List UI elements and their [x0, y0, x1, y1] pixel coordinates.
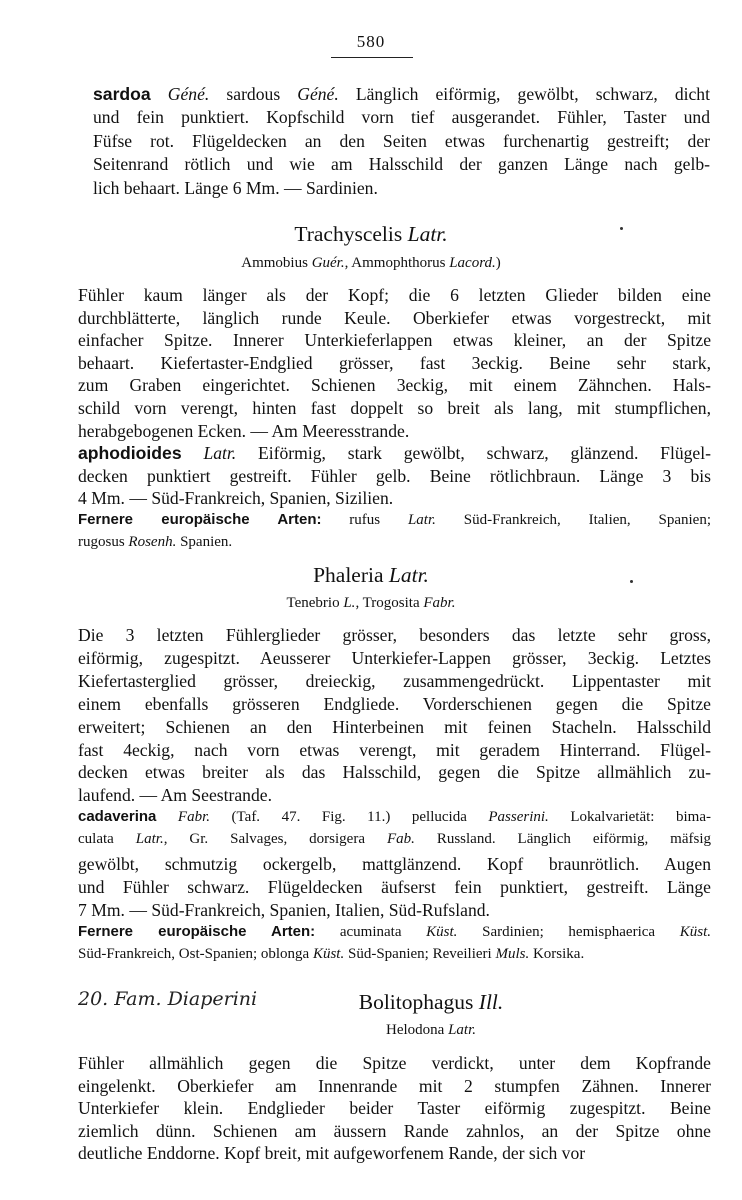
- genus-synonyms-bolitophagus: [120, 1022, 742, 1039]
- text-line: [78, 375, 711, 396]
- text-run: Eiförmig, stark gewölbt, schwarz, glänzend. Flügel-: [236, 443, 711, 464]
- text-line: [78, 1076, 711, 1097]
- text-run: eingelenkt. Oberkiefer am Innenrande mit 2 stumpfen Zähnen. Innerer: [78, 1075, 711, 1096]
- author-citation: Géné.: [297, 84, 339, 104]
- text-run: Süd-Frankreich, Italien, Spanien;: [435, 512, 711, 528]
- speck: [630, 580, 633, 583]
- text-run: Fühler allmählich gegen die Spitze verdickt, unter dem Kopfrande: [78, 1053, 711, 1073]
- text-run: lich behaart. Länge 6 Mm. — Sardinien.: [93, 177, 378, 198]
- text-run: Süd-Spanien; Reveilieri: [344, 945, 496, 962]
- text-line: [78, 740, 711, 761]
- author-citation: Küst.: [426, 923, 458, 940]
- text-run: (Taf. 47. Fig. 11.) pellucida: [210, 809, 489, 826]
- page-number: 580: [356, 32, 386, 51]
- text-line: [93, 178, 710, 199]
- text-run: laufend. — Am Seestrande.: [78, 785, 272, 806]
- text-line: [78, 511, 711, 529]
- text-line: [78, 671, 711, 692]
- text-run: Süd-Frankreich, Ost-Spanien; oblonga: [78, 945, 313, 962]
- genus-synonyms-phaleria: [0, 595, 742, 612]
- author-citation: Latr.: [135, 831, 164, 848]
- author-citation: Fab.: [386, 831, 415, 848]
- text-run: Fühler kaum länger als der Kopf; die 6 letzten Glieder bilden eine: [78, 285, 711, 305]
- text-line: [78, 421, 711, 442]
- genus-heading-bolitophagus: [120, 990, 742, 1015]
- text-run: ): [495, 255, 501, 271]
- text-run: rufus: [321, 512, 408, 528]
- species-name: sardoa: [93, 84, 151, 104]
- text-line: [78, 946, 711, 963]
- text-run: gewölbt, schmutzig ockergelb, mattglänzend. Kopf braunrötlich. Augen: [78, 854, 711, 874]
- text-line: [93, 131, 710, 152]
- text-line: [78, 808, 711, 826]
- text-line: [78, 694, 711, 715]
- text-run: und Fühler schwarz. Flügeldecken äufserst fein punktiert, gestreift. Länge: [78, 876, 711, 897]
- genus-name: Bolitophagus: [358, 990, 479, 1014]
- text-line: [78, 1098, 711, 1119]
- author-citation: Fabr.: [423, 595, 456, 611]
- text-run: Spanien.: [176, 533, 233, 550]
- text-line: [78, 285, 711, 306]
- text-line: [78, 353, 711, 374]
- species-name: Fernere europäische Arten:: [78, 922, 316, 940]
- genus-name: Phaleria: [313, 563, 389, 587]
- author-citation: Guér.: [311, 255, 345, 271]
- text-line: [78, 785, 711, 806]
- genus-author: Latr.: [388, 563, 429, 587]
- page-number-rule: [331, 57, 413, 58]
- species-name: Fernere europäische Arten:: [78, 511, 322, 528]
- text-run: erweitert; Schienen an den Hinterbeinen mit feinen Stacheln. Halsschild: [78, 716, 711, 737]
- text-line: [78, 831, 711, 848]
- author-citation: Géné.: [167, 84, 210, 104]
- author-citation: Muls.: [495, 945, 530, 962]
- text-run: Länglich eiförmig, gewölbt, schwarz, dicht: [338, 84, 710, 104]
- text-run: [182, 443, 204, 463]
- text-run: sardous: [209, 84, 298, 104]
- text-run: fast 4eckig, nach vorn etwas verengt, mit geradem Hinterrand. Flügel-: [78, 739, 711, 760]
- text-line: [93, 154, 710, 175]
- text-line: [78, 488, 711, 509]
- genus-author: Ill.: [478, 990, 504, 1014]
- text-line: [78, 308, 711, 329]
- text-run: , Ammophthorus: [344, 255, 450, 271]
- text-line: [78, 443, 711, 464]
- genus-author: Latr.: [407, 222, 448, 246]
- genus-heading-trachyscelis: [0, 222, 742, 247]
- text-run: Russland. Länglich eiförmig, mäfsig: [414, 831, 712, 848]
- text-run: Die 3 letzten Fühlerglieder grösser, besonders das letzte sehr gross,: [78, 625, 711, 645]
- text-run: ziemlich dünn. Schienen am äussern Rande zahnlos, an der Spitze ohne: [78, 1120, 711, 1141]
- text-run: 4 Mm. — Süd-Frankreich, Spanien, Sizilien.: [78, 488, 394, 509]
- text-line: [78, 923, 711, 941]
- genus-name: Trachyscelis: [294, 222, 408, 246]
- text-run: acuminata: [315, 923, 427, 940]
- text-run: [156, 809, 178, 825]
- text-line: [93, 84, 710, 105]
- text-run: Korsika.: [529, 945, 585, 962]
- species-name: aphodioides: [78, 443, 182, 464]
- text-run: Unterkiefer klein. Endglieder beider Taster eiförmig zugespitzt. Beine: [78, 1098, 711, 1119]
- author-citation: Lacord.: [449, 255, 496, 271]
- text-run: decken punktiert gestreift. Fühler gelb. Beine rötlichbraun. Länge 3 bis: [78, 465, 711, 486]
- author-citation: Küst.: [312, 945, 345, 962]
- author-citation: Latr.: [407, 512, 436, 528]
- text-run: Lokalvarietät: bima-: [548, 809, 711, 826]
- text-run: Seitenrand rötlich und wie am Halsschild der ganzen Länge nach gelb-: [93, 154, 710, 175]
- species-name: cadaverina: [78, 808, 157, 826]
- genus-heading-phaleria: [0, 563, 742, 588]
- text-line: [78, 534, 711, 551]
- text-run: deutliche Enddorne. Kopf breit, mit aufgeworfenem Rande, der sich vor: [78, 1143, 586, 1164]
- text-run: [151, 84, 168, 104]
- text-run: , Gr. Salvages, dorsigera: [163, 831, 387, 848]
- text-run: rugosus: [78, 533, 129, 550]
- text-run: schild vorn verengt, hinten fast doppelt so breit als lang, mit stumpflichen,: [78, 398, 711, 418]
- text-line: [78, 1053, 711, 1074]
- text-line: [78, 625, 711, 646]
- text-run: Füfse rot. Flügeldecken an den Seiten etwas furchenartig gestreift; der: [93, 130, 710, 151]
- text-run: Helodona: [385, 1022, 449, 1038]
- text-run: Kiefertasterglied grösser, dreieckig, zusammengedrückt. Lippentaster mit: [78, 670, 711, 691]
- text-run: einfacher Spitze. Innerer Unterkieferlappen etwas kleiner, an der Spitze: [78, 330, 711, 351]
- genus-synonyms-trachyscelis: [0, 255, 742, 272]
- author-citation: Fabr.: [177, 809, 211, 826]
- text-run: Sardinien; hemisphaerica: [457, 923, 680, 940]
- handwritten-note-text: 20. Fam. Diaperini: [78, 988, 258, 1010]
- text-line: [78, 1121, 711, 1142]
- text-run: behaart. Kiefertaster-Endglied grösser, fast 3eckig. Beine sehr stark,: [78, 352, 711, 373]
- author-citation: L.: [343, 595, 356, 611]
- author-citation: Passerini.: [488, 809, 549, 826]
- text-line: [78, 762, 711, 783]
- text-line: [78, 648, 711, 669]
- text-line: [78, 1143, 711, 1164]
- text-run: zum Graben eingerichtet. Schienen 3eckig, mit einem Zähnchen. Hals-: [78, 375, 711, 396]
- text-run: herabgebogenen Ecken. — Am Meeresstrande.: [78, 420, 410, 441]
- text-run: durchblätterte, länglich runde Keule. Oberkiefer etwas vorgestreckt, mit: [78, 307, 711, 328]
- author-citation: Latr.: [203, 443, 237, 464]
- text-line: [78, 330, 711, 351]
- text-run: , Trogosita: [355, 595, 424, 611]
- text-run: Ammobius: [241, 255, 312, 271]
- text-run: einem ebenfalls grösseren Endgliede. Vorderschienen gegen die Spitze: [78, 693, 711, 714]
- author-citation: Rosenh.: [128, 533, 177, 550]
- text-line: [78, 466, 711, 487]
- text-line: [78, 854, 711, 875]
- author-citation: Küst.: [679, 923, 711, 940]
- author-citation: Latr.: [448, 1022, 476, 1038]
- text-run: Tenebrio: [286, 595, 344, 611]
- text-run: 7 Mm. — Süd-Frankreich, Spanien, Italien, Süd-Rufsland.: [78, 899, 490, 920]
- text-line: [78, 398, 711, 419]
- text-run: decken etwas breiter als das Halsschild, gegen die Spitze allmählich zu-: [78, 762, 711, 783]
- text-line: [78, 717, 711, 738]
- text-run: eiförmig, zugespitzt. Aeusserer Unterkiefer-Lappen grösser, 3eckig. Letztes: [78, 647, 711, 668]
- text-run: culata: [78, 831, 136, 848]
- text-line: [78, 900, 711, 921]
- text-line: [93, 107, 710, 128]
- text-line: [78, 877, 711, 898]
- speck: [620, 227, 623, 230]
- text-run: und fein punktiert. Kopfschild vorn tief ausgerandet. Fühler, Taster und: [93, 107, 710, 128]
